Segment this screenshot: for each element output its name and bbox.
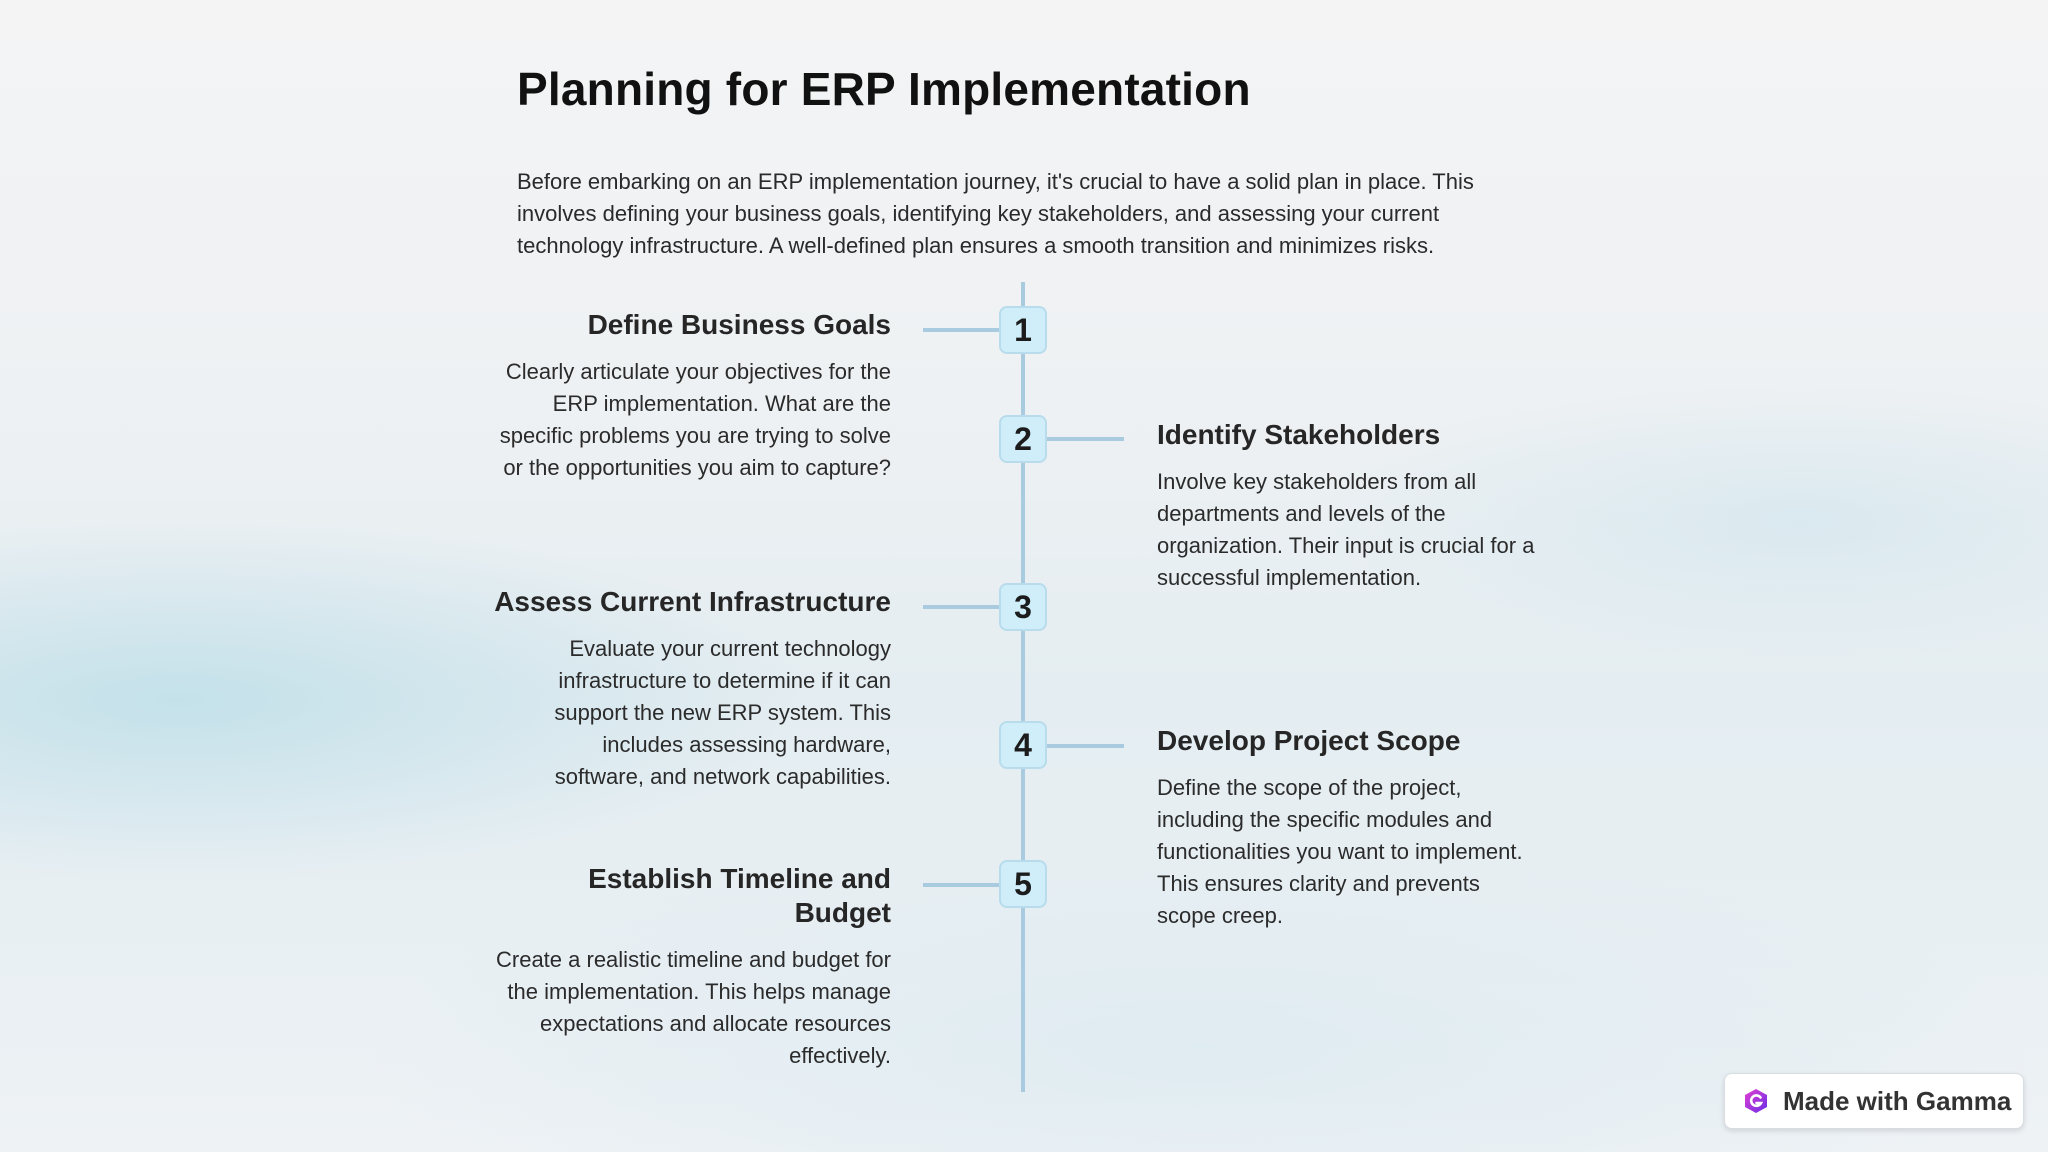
step-title: Define Business Goals: [587, 309, 891, 340]
step-title: Develop Project Scope: [1157, 725, 1461, 756]
step-number-badge-3: 3: [999, 583, 1047, 631]
step-description: Define the scope of the project, including the specific modules and functionalities you want to implement. This ensures clarity and prevents scope creep.: [1157, 775, 1523, 928]
timeline-line: [1021, 282, 1025, 1092]
timeline-step-5: [480, 862, 891, 1072]
step-description: Create a realistic timeline and budget for the implementation. This helps manage expectations and allocate resources effectively.: [496, 947, 891, 1068]
intro-paragraph: Before embarking on an ERP implementation journey, it's crucial to have a solid plan in place. This involves defining your business goals, identifying key stakeholders, and assessing your current technology infrastructure. A well-defined plan ensures a smooth transition and minimizes risks.: [517, 169, 1474, 258]
timeline-step-4: [1157, 724, 1542, 932]
step-description: Involve key stakeholders from all departments and levels of the organization. Their input is crucial for a successful implementation.: [1157, 469, 1535, 590]
timeline-step-1: [480, 308, 891, 484]
step-title: Identify Stakeholders: [1157, 419, 1441, 450]
gamma-badge-label: Made with Gamma: [1783, 1085, 2012, 1116]
page-title: Planning for ERP Implementation: [517, 63, 1251, 115]
timeline-step-3: [440, 585, 891, 793]
timeline-connector-3: [923, 605, 1000, 609]
gamma-logo-icon: [1743, 1088, 1769, 1114]
step-description: Evaluate your current technology infrastructure to determine if it can support the new ERP system. This includes assessing hardware, software, and network capabilities.: [554, 636, 891, 789]
step-number-badge-1: 1: [999, 306, 1047, 354]
step-title: Assess Current Infrastructure: [494, 586, 891, 617]
made-with-gamma-badge[interactable]: [1724, 1073, 2024, 1129]
step-number-badge-5: 5: [999, 860, 1047, 908]
timeline-connector-5: [923, 883, 1000, 887]
step-number-badge-4: 4: [999, 721, 1047, 769]
step-number-badge-2: 2: [999, 415, 1047, 463]
timeline-connector-1: [923, 328, 1000, 332]
timeline-connector-2: [1046, 437, 1124, 441]
step-description: Clearly articulate your objectives for the ERP implementation. What are the specific problems you are trying to solve or the opportunities you aim to capture?: [499, 359, 891, 480]
timeline-connector-4: [1046, 744, 1124, 748]
step-title: Establish Timeline and Budget: [588, 863, 891, 928]
timeline-step-2: [1157, 418, 1542, 594]
